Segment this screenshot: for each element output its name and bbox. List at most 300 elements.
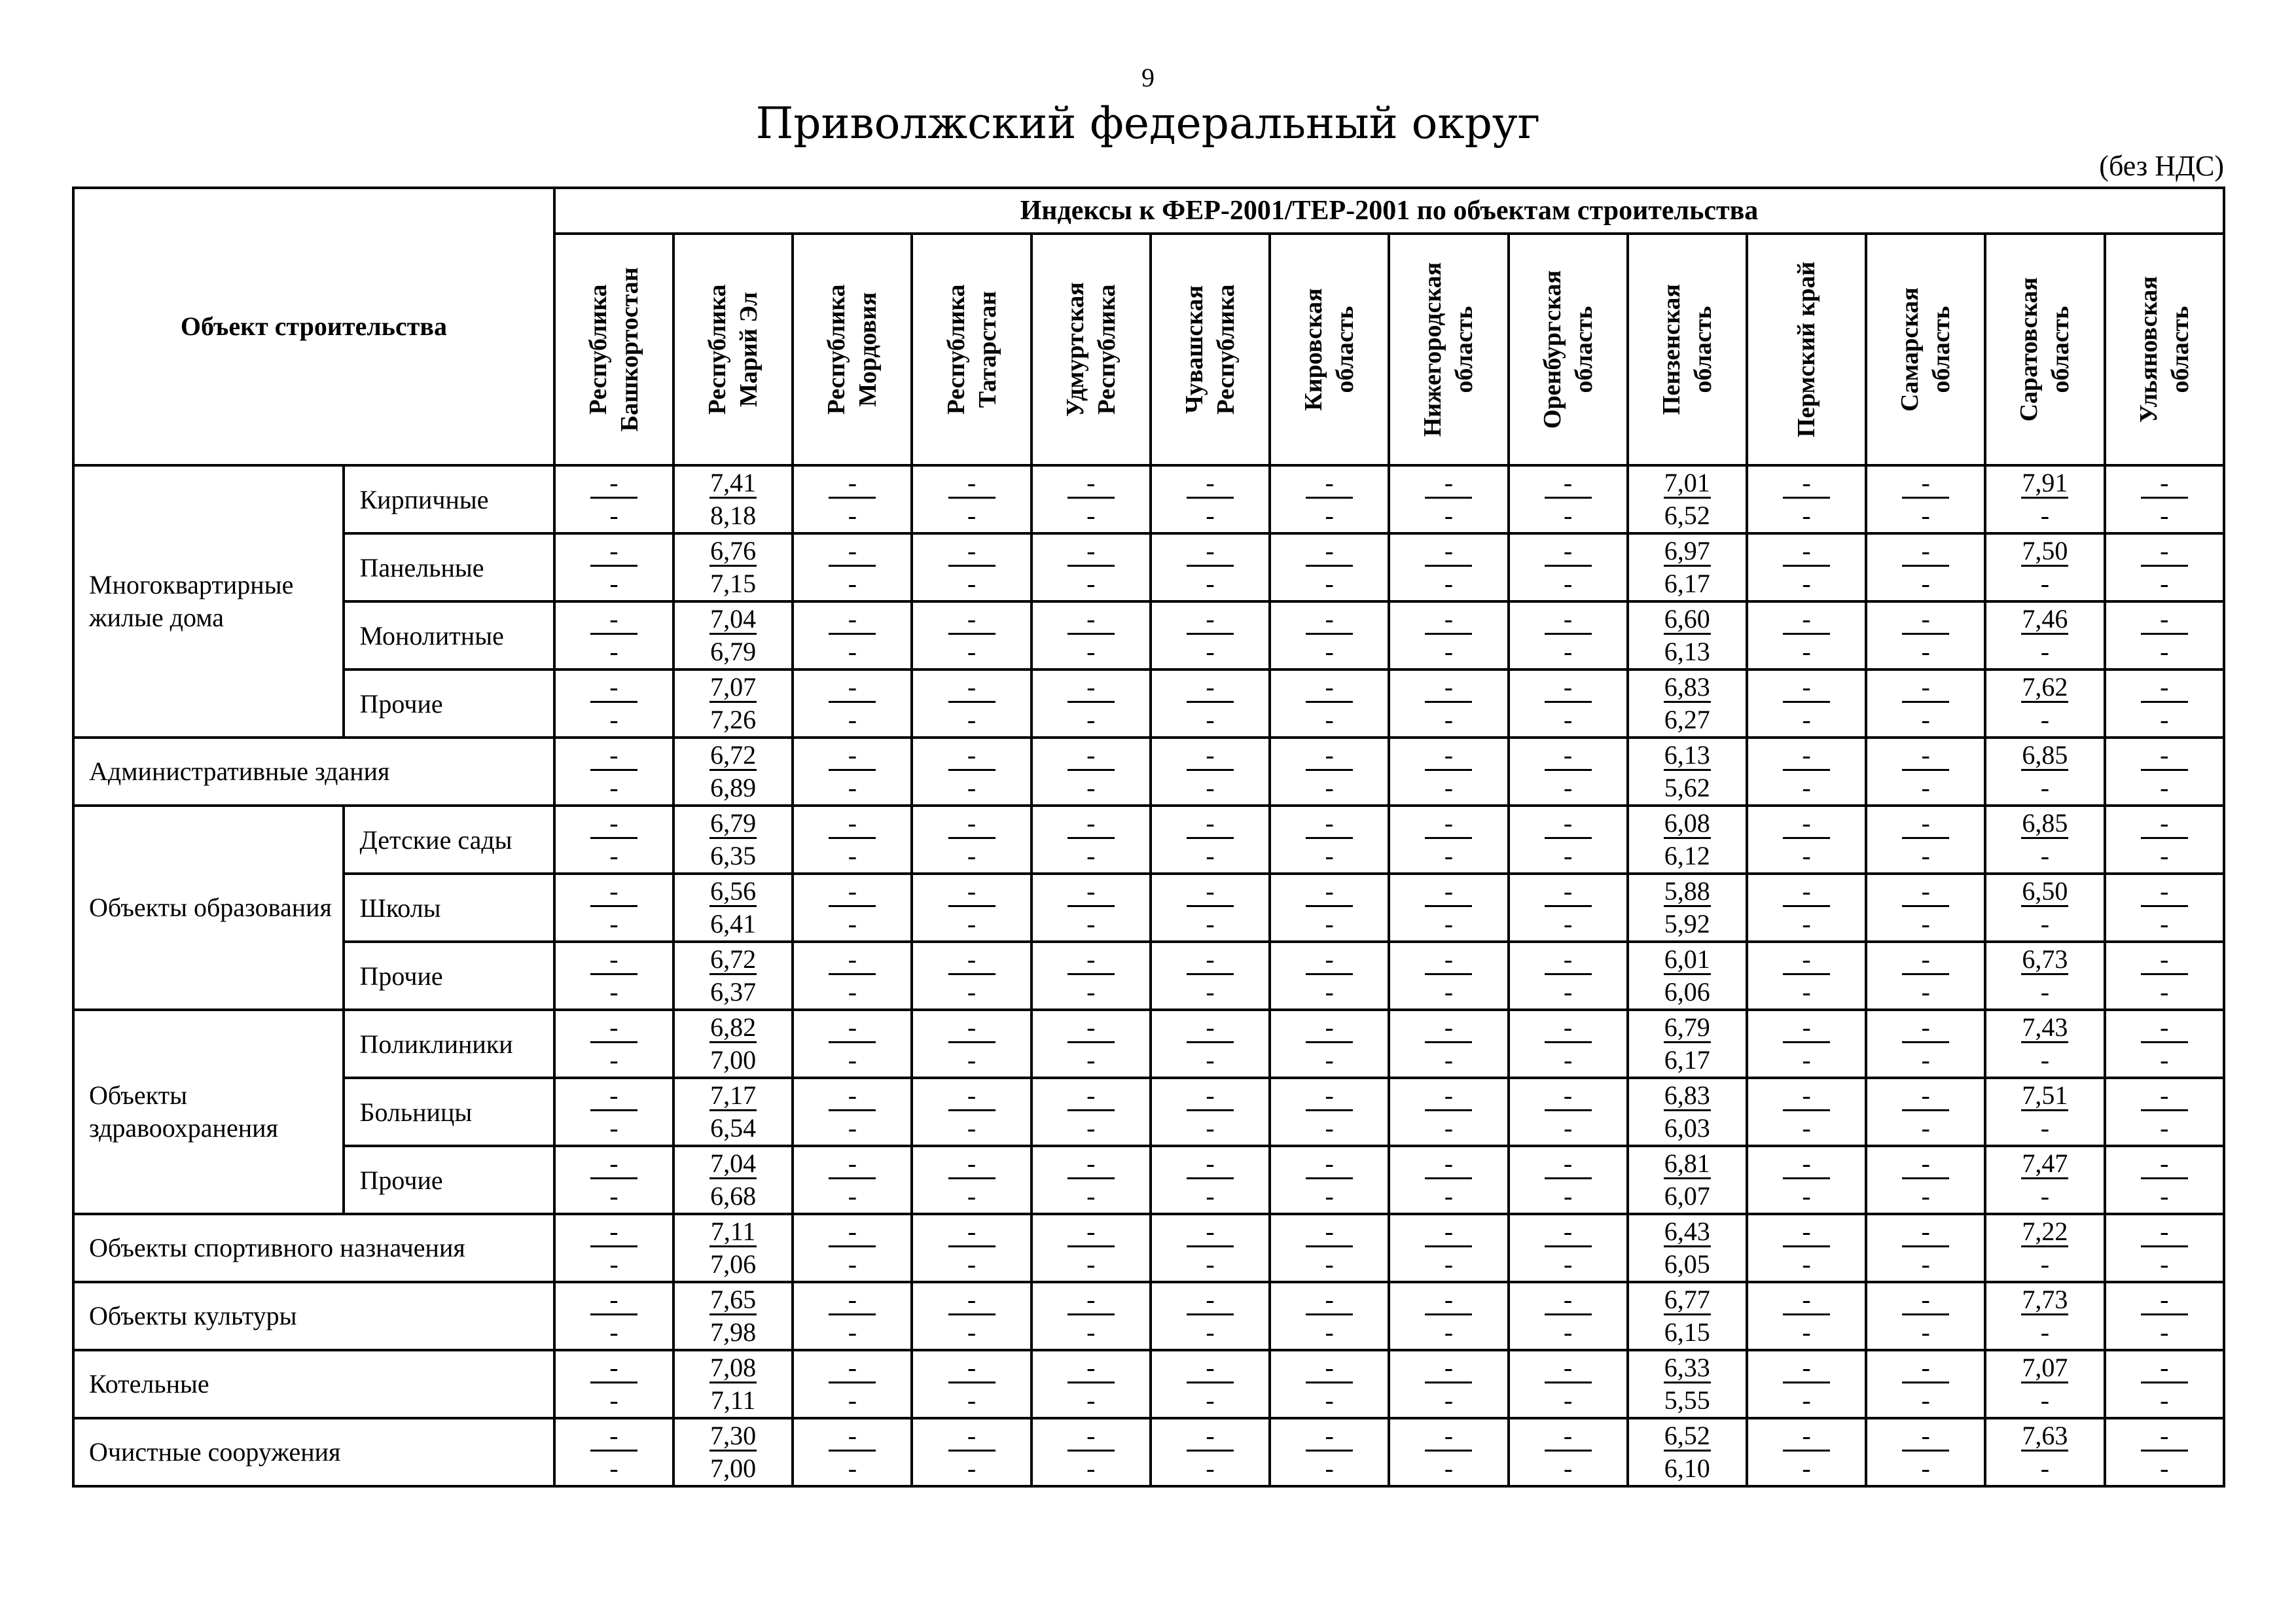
ter-index-value: - [1563, 1454, 1573, 1483]
index-cell [1151, 601, 1270, 669]
table-row [73, 1418, 2224, 1486]
fer-index-value: - [1545, 878, 1592, 907]
index-cell [673, 942, 793, 1010]
fer-index-value: - [829, 1422, 876, 1452]
index-cell [793, 533, 912, 601]
fer-index-value: 6,33 [1664, 1353, 1710, 1382]
fer-index-value: - [1425, 878, 1472, 907]
fer-index-value: - [590, 946, 637, 975]
fer-index-value: - [948, 605, 996, 635]
index-cell [554, 942, 673, 1010]
fer-index-value: - [1187, 1014, 1234, 1043]
index-cell [1509, 1078, 1628, 1146]
ter-index-value: - [1206, 1113, 1215, 1143]
object-sub-label: Детские сады [344, 806, 554, 874]
ter-index-value: 7,00 [710, 1454, 757, 1483]
index-cell [793, 465, 912, 533]
index-cell [793, 1146, 912, 1214]
fer-index-value: 7,50 [2022, 536, 2068, 565]
fer-index-value: - [2141, 469, 2188, 499]
ter-index-value: - [1206, 1454, 1215, 1483]
ter-index-value: - [1802, 637, 1811, 666]
index-cell [1270, 1078, 1389, 1146]
ter-index-value: - [848, 1317, 857, 1347]
page-title: Приволжский федеральный округ [755, 98, 1541, 149]
fer-index-value: - [2141, 537, 2188, 567]
fer-index-value: 7,73 [2022, 1285, 2068, 1314]
fer-index-value: 6,79 [1664, 1012, 1710, 1042]
ter-index-value: - [1921, 637, 1930, 666]
region-header-label: Республика Башкортостан [584, 267, 643, 432]
index-cell [793, 1010, 912, 1078]
index-cell [1151, 465, 1270, 533]
ter-index-value: 6,68 [710, 1181, 757, 1211]
ter-index-value: - [1086, 569, 1096, 598]
fer-index-value: - [1306, 1354, 1353, 1383]
ter-index-value: 7,26 [710, 705, 757, 734]
index-cell [673, 669, 793, 738]
fer-index-value: 7,51 [2022, 1080, 2068, 1110]
fer-index-value: 7,01 [1664, 468, 1710, 497]
ter-index-value: - [2040, 1045, 2050, 1075]
ter-index-value: - [609, 1249, 619, 1279]
index-cell [1509, 738, 1628, 806]
index-cell [1031, 874, 1151, 942]
ter-index-value: - [609, 1045, 619, 1075]
index-cell [1389, 1078, 1508, 1146]
fer-index-value: 7,22 [2022, 1217, 2068, 1246]
index-cell [2105, 806, 2224, 874]
index-cell [1747, 1010, 1866, 1078]
ter-index-value: - [1921, 705, 1930, 734]
index-cell [793, 1282, 912, 1350]
fer-index-value: - [2141, 1286, 2188, 1315]
fer-index-value: - [829, 946, 876, 975]
fer-index-value: - [1902, 1150, 1949, 1179]
fer-index-value: - [1783, 1218, 1830, 1247]
index-cell [912, 1010, 1031, 1078]
index-cell [1270, 533, 1389, 601]
fer-index-value: 6,73 [2022, 944, 2068, 974]
fer-index-value: - [1187, 605, 1234, 635]
fer-index-value: - [948, 1422, 996, 1452]
region-header [1270, 234, 1389, 465]
table-row [73, 1078, 2224, 1146]
index-cell [1985, 1418, 2104, 1486]
region-header-label: Нижегородская область [1419, 262, 1479, 437]
fer-index-value: - [1306, 946, 1353, 975]
ter-index-value: - [2160, 1181, 2169, 1211]
ter-index-value: 6,03 [1664, 1113, 1710, 1143]
index-cell [912, 601, 1031, 669]
region-header-label: Самарская область [1896, 287, 1956, 412]
fer-index-value: 6,43 [1664, 1217, 1710, 1246]
table-row [73, 806, 2224, 874]
ter-index-value: - [1325, 569, 1334, 598]
index-cell [2105, 1418, 2224, 1486]
ter-index-value: - [848, 1045, 857, 1075]
index-cell [1031, 465, 1151, 533]
index-cell [1628, 1214, 1747, 1282]
ter-index-value: 6,05 [1664, 1249, 1710, 1279]
index-cell [912, 533, 1031, 601]
fer-index-value: - [1545, 1286, 1592, 1315]
ter-index-value: - [1563, 705, 1573, 734]
fer-index-value: - [1902, 946, 1949, 975]
ter-index-value: - [2160, 569, 2169, 598]
fer-index-value: 7,04 [710, 1149, 757, 1178]
table-row [73, 1146, 2224, 1214]
ter-index-value: - [1444, 977, 1454, 1007]
ter-index-value: - [1444, 569, 1454, 598]
index-cell [1270, 942, 1389, 1010]
fer-index-value: - [590, 537, 637, 567]
table-row [73, 1350, 2224, 1418]
index-cell [1031, 942, 1151, 1010]
fer-index-value: - [1425, 1286, 1472, 1315]
ter-index-value: - [2040, 1113, 2050, 1143]
index-cell [1270, 1418, 1389, 1486]
ter-index-value: - [1086, 1249, 1096, 1279]
fer-index-value: - [590, 741, 637, 771]
index-cell [673, 1010, 793, 1078]
index-cell [912, 669, 1031, 738]
fer-index-value: - [948, 673, 996, 703]
index-cell [1866, 601, 1985, 669]
index-cell [793, 669, 912, 738]
ter-index-value: - [609, 1385, 619, 1415]
index-cell [912, 1418, 1031, 1486]
fer-index-value: - [1067, 1082, 1115, 1111]
fer-index-value: - [1902, 878, 1949, 907]
ter-index-value: - [1325, 977, 1334, 1007]
ter-index-value: - [1444, 1317, 1454, 1347]
ter-index-value: - [1563, 841, 1573, 870]
ter-index-value: - [2040, 977, 2050, 1007]
index-cell [1628, 942, 1747, 1010]
fer-index-value: - [829, 469, 876, 499]
index-cell [1151, 1146, 1270, 1214]
fer-index-value: - [829, 1082, 876, 1111]
region-header-label: Ульяновская область [2134, 276, 2194, 423]
index-cell [1389, 738, 1508, 806]
fer-index-value: - [2141, 1082, 2188, 1111]
fer-index-value: 7,47 [2022, 1149, 2068, 1178]
ter-index-value: - [2040, 909, 2050, 938]
index-cell [1151, 874, 1270, 942]
ter-index-value: - [2160, 637, 2169, 666]
fer-index-value: 7,63 [2022, 1421, 2068, 1450]
fer-index-value: 6,77 [1664, 1285, 1710, 1314]
fer-index-value: - [1306, 1150, 1353, 1179]
fer-index-value: - [2141, 878, 2188, 907]
ter-index-value: - [1206, 1181, 1215, 1211]
index-cell [1031, 1350, 1151, 1418]
ter-index-value: - [1563, 977, 1573, 1007]
ter-index-value: - [1086, 1181, 1096, 1211]
index-cell [1389, 806, 1508, 874]
index-cell [793, 738, 912, 806]
index-cell [1270, 738, 1389, 806]
ter-index-value: - [1444, 841, 1454, 870]
fer-index-value: - [1067, 1422, 1115, 1452]
fer-index-value: 6,76 [710, 536, 757, 565]
fer-index-value: - [1067, 741, 1115, 771]
index-cell [1747, 1214, 1866, 1282]
fer-index-value: 7,91 [2022, 468, 2068, 497]
index-cell [793, 1418, 912, 1486]
index-cell [2105, 1282, 2224, 1350]
index-cell [1747, 942, 1866, 1010]
fer-index-value: - [829, 537, 876, 567]
ter-index-value: - [967, 1454, 977, 1483]
index-cell [912, 1282, 1031, 1350]
ter-index-value: - [1921, 501, 1930, 530]
fer-index-value: - [948, 1218, 996, 1247]
ter-index-value: - [2040, 841, 2050, 870]
index-cell [1151, 669, 1270, 738]
index-cell [1509, 1146, 1628, 1214]
index-cell [554, 533, 673, 601]
ter-index-value: - [1802, 1317, 1811, 1347]
index-cell [2105, 1146, 2224, 1214]
index-cell [1270, 1214, 1389, 1282]
fer-index-value: - [1067, 605, 1115, 635]
index-cell [554, 465, 673, 533]
fer-index-value: - [1425, 537, 1472, 567]
ter-index-value: 6,37 [710, 977, 757, 1007]
ter-index-value: 6,27 [1664, 705, 1710, 734]
ter-index-value: - [848, 1113, 857, 1143]
fer-index-value: - [829, 741, 876, 771]
fer-index-value: 7,30 [710, 1421, 757, 1450]
ter-index-value: - [848, 1454, 857, 1483]
index-cell [1985, 874, 2104, 942]
fer-index-value: - [2141, 1422, 2188, 1452]
index-cell [1747, 806, 1866, 874]
fer-index-value: - [1545, 946, 1592, 975]
ter-index-value: - [848, 909, 857, 938]
index-cell [673, 874, 793, 942]
index-cell [1509, 669, 1628, 738]
fer-index-value: - [948, 1354, 996, 1383]
index-cell [1866, 1418, 1985, 1486]
fer-index-value: - [2141, 810, 2188, 839]
index-cell [1151, 533, 1270, 601]
fer-index-value: 6,97 [1664, 536, 1710, 565]
index-cell [1389, 942, 1508, 1010]
ter-index-value: 6,79 [710, 637, 757, 666]
index-cell [793, 1350, 912, 1418]
fer-index-value: - [1425, 1082, 1472, 1111]
index-cell [1747, 1146, 1866, 1214]
ter-index-value: - [848, 841, 857, 870]
fer-index-value: 6,60 [1664, 604, 1710, 633]
index-cell [1985, 1282, 2104, 1350]
fer-index-value: - [1067, 469, 1115, 499]
ter-index-value: 5,62 [1664, 773, 1710, 802]
fer-index-value: - [1306, 1286, 1353, 1315]
ter-index-value: - [1921, 841, 1930, 870]
ter-index-value: - [1921, 1113, 1930, 1143]
fer-index-value: - [1783, 741, 1830, 771]
index-cell [793, 942, 912, 1010]
fer-index-value: - [1187, 1218, 1234, 1247]
ter-index-value: - [1086, 637, 1096, 666]
index-cell [1509, 942, 1628, 1010]
fer-index-value: - [590, 1082, 637, 1111]
fer-index-value: - [1067, 878, 1115, 907]
ter-index-value: - [2160, 841, 2169, 870]
ter-index-value: - [1802, 1113, 1811, 1143]
ter-index-value: - [1563, 773, 1573, 802]
fer-index-value: - [1187, 1150, 1234, 1179]
index-cell [1270, 1010, 1389, 1078]
index-cell [2105, 465, 2224, 533]
ter-index-value: - [1325, 1181, 1334, 1211]
fer-index-value: - [1545, 1082, 1592, 1111]
region-header-label: Саратовская область [2015, 277, 2075, 422]
fer-index-value: - [1306, 1218, 1353, 1247]
index-cell [1389, 1418, 1508, 1486]
fer-index-value: - [1187, 810, 1234, 839]
index-cell [1509, 806, 1628, 874]
index-cell [1628, 1010, 1747, 1078]
ter-index-value: 6,35 [710, 841, 757, 870]
fer-index-value: - [1902, 1422, 1949, 1452]
index-cell [673, 1350, 793, 1418]
ter-index-value: - [848, 705, 857, 734]
index-cell [673, 738, 793, 806]
region-header-label: Кировская область [1300, 288, 1359, 411]
index-cell [1628, 1282, 1747, 1350]
table-body [73, 465, 2224, 1486]
ter-index-value: - [2160, 1454, 2169, 1483]
fer-index-value: - [1187, 946, 1234, 975]
ter-index-value: - [1921, 1249, 1930, 1279]
ter-index-value: - [1802, 1045, 1811, 1075]
fer-index-value: - [1067, 1218, 1115, 1247]
ter-index-value: - [609, 501, 619, 530]
ter-index-value: - [2040, 569, 2050, 598]
index-cell [1151, 1010, 1270, 1078]
index-cell [673, 465, 793, 533]
ter-index-value: - [609, 637, 619, 666]
index-cell [673, 1418, 793, 1486]
index-cell [554, 806, 673, 874]
fer-index-value: 7,62 [2022, 672, 2068, 702]
index-cell [1151, 1214, 1270, 1282]
ter-index-value: - [1325, 1317, 1334, 1347]
fer-index-value: - [2141, 673, 2188, 703]
fer-index-value: 6,81 [1664, 1149, 1710, 1178]
fer-index-value: - [1067, 810, 1115, 839]
fer-index-value: - [1187, 469, 1234, 499]
fer-index-value: 7,46 [2022, 604, 2068, 633]
fer-index-value: - [829, 1150, 876, 1179]
index-cell [1031, 1146, 1151, 1214]
ter-index-value: - [1444, 1045, 1454, 1075]
ter-index-value: - [2160, 1317, 2169, 1347]
fer-index-value: - [2141, 741, 2188, 771]
fer-index-value: 7,07 [2022, 1353, 2068, 1382]
fer-index-value: - [1902, 741, 1949, 771]
ter-index-value: - [1206, 637, 1215, 666]
ter-index-value: - [967, 1113, 977, 1143]
index-cell [1151, 738, 1270, 806]
fer-index-value: - [1902, 810, 1949, 839]
fer-index-value: - [1067, 1354, 1115, 1383]
ter-index-value: - [609, 773, 619, 802]
index-cell [1866, 874, 1985, 942]
ter-index-value: 6,07 [1664, 1181, 1710, 1211]
fer-index-value: - [1902, 605, 1949, 635]
index-cell [1985, 465, 2104, 533]
index-cell [1866, 942, 1985, 1010]
region-header [1985, 234, 2104, 465]
region-header-label: Оренбургская область [1538, 270, 1598, 429]
ter-index-value: - [1444, 1385, 1454, 1415]
index-cell [1866, 1010, 1985, 1078]
ter-index-value: - [609, 569, 619, 598]
index-cell [793, 806, 912, 874]
fer-index-value: - [1425, 741, 1472, 771]
fer-index-value: - [1306, 1422, 1353, 1452]
index-cell [1031, 806, 1151, 874]
index-cell [1509, 465, 1628, 533]
fer-index-value: - [829, 878, 876, 907]
ter-index-value: - [609, 909, 619, 938]
index-cell [1389, 1350, 1508, 1418]
region-header [1151, 234, 1270, 465]
ter-index-value: - [1206, 909, 1215, 938]
fer-index-value: - [1187, 673, 1234, 703]
index-cell [1747, 1418, 1866, 1486]
index-cell [1747, 738, 1866, 806]
index-cell [1151, 1282, 1270, 1350]
index-cell [2105, 738, 2224, 806]
ter-index-value: - [1802, 841, 1811, 870]
object-sub-label: Прочие [344, 1146, 554, 1214]
ter-index-value: - [1802, 977, 1811, 1007]
fer-index-value: - [1425, 1014, 1472, 1043]
fer-index-value: - [829, 1354, 876, 1383]
index-cell [1985, 1078, 2104, 1146]
ter-index-value: - [1325, 1454, 1334, 1483]
index-cell [793, 1078, 912, 1146]
ter-index-value: - [1325, 909, 1334, 938]
fer-index-value: - [1187, 537, 1234, 567]
index-cell [1151, 942, 1270, 1010]
index-cell [2105, 874, 2224, 942]
index-cell [912, 1146, 1031, 1214]
ter-index-value: - [967, 977, 977, 1007]
fer-index-value: 6,01 [1664, 944, 1710, 974]
index-cell [1747, 1350, 1866, 1418]
fer-index-value: - [948, 1286, 996, 1315]
fer-index-value: 7,65 [710, 1285, 757, 1314]
fer-index-value: - [590, 1218, 637, 1247]
fer-index-value: - [1902, 673, 1949, 703]
ter-index-value: - [967, 1385, 977, 1415]
object-sub-label: Прочие [344, 942, 554, 1010]
fer-index-value: 7,04 [710, 604, 757, 633]
fer-index-value: 6,52 [1664, 1421, 1710, 1450]
fer-index-value: - [1425, 605, 1472, 635]
fer-index-value: - [1783, 605, 1830, 635]
fer-index-value: - [948, 946, 996, 975]
index-cell [1389, 1010, 1508, 1078]
